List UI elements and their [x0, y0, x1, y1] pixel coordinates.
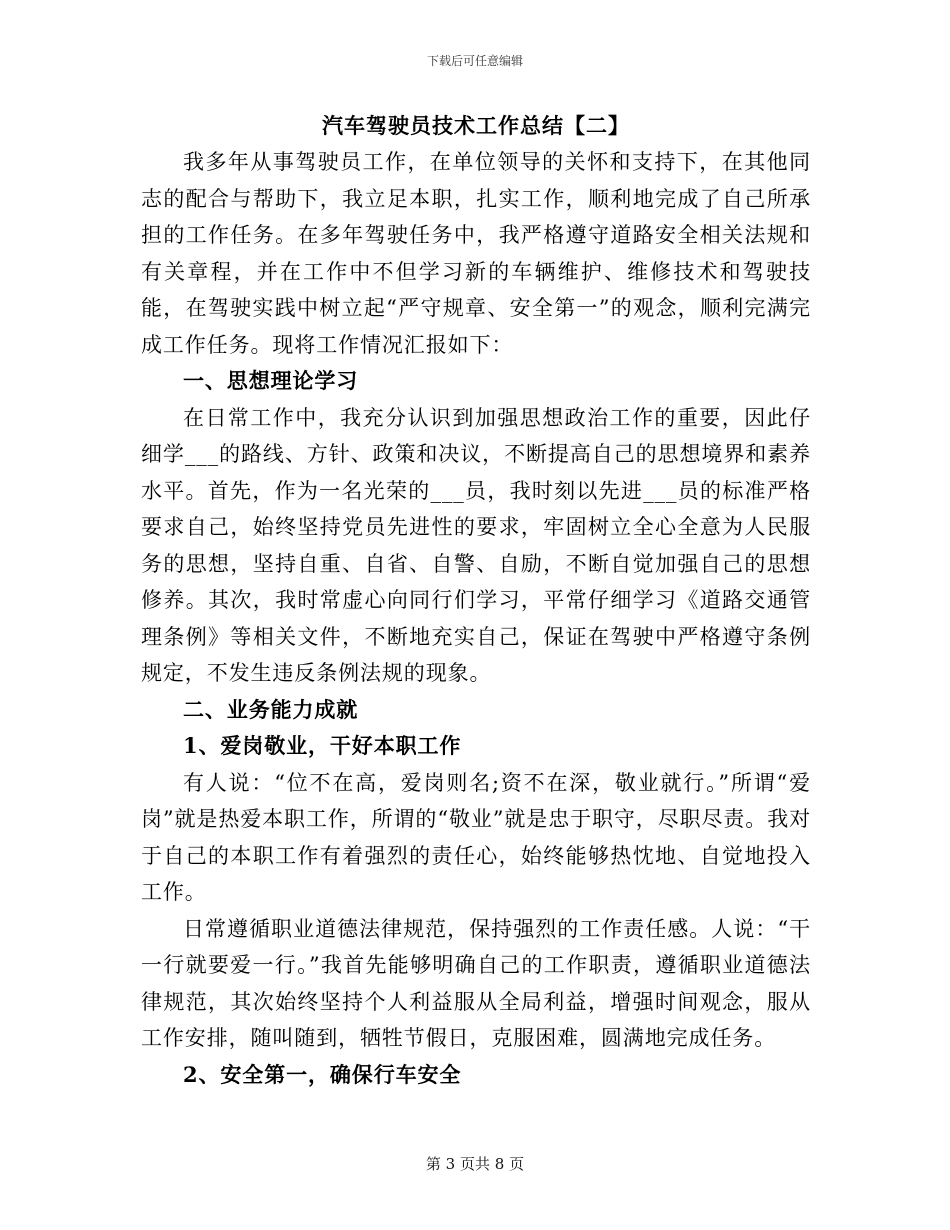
section-heading-business-ability: 二、业务能力成就 — [183, 696, 359, 722]
page-header-note: 下载后可任意编辑 — [426, 54, 523, 68]
intro-paragraph: 我多年从事驾驶员工作，在单位领导的关怀和支持下，在其他同志的配合与帮助下，我立足本职，扎实工作，顺利地完成了自己所承担的工作任务。在多年驾驶任务中，我严格遵守道路安全相关法规和有关章程，并在工作中不但学习新的车辆维护、维修技术和驾驶技能，在驾驶实践中树立起“严守规章、安全第一”的观念，顺利完满完成工作任务。现将工作情况汇报如下： — [141, 150, 811, 357]
document-title: 汽车驾驶员技术工作总结【二】 — [322, 113, 630, 138]
section-heading-theory-study: 一、思想理论学习 — [183, 368, 359, 393]
theory-study-paragraph: 在日常工作中，我充分认识到加强思想政治工作的重要，因此仔细学___的路线、方针、政策和决议，不断提高自己的思想境界和素养水平。首先，作为一名光荣的___员，我时刻以先进___员的标准严格要求自己，始终坚持党员先进性的要求，牢固树立全心全意为人民服务的思想，坚持自重、自省、自警、自励，不断自觉加强自己的思想修养。其次，我时常虚心向同行们学习，平常仔细学习《道路交通管理条例》等相关文件，不断地充实自己，保证在驾驶中严格遵守条例规定，不发生违反条例法规的现象。 — [141, 405, 811, 685]
subsection-heading-safety: 2、安全第一，确保行车安全 — [183, 1061, 462, 1087]
dedication-paragraph-1: 有人说：“位不在高，爱岗则名;资不在深，敬业就行。”所谓“爱岗”就是热爱本职工作，所谓的“敬业”就是忠于职守，尽职尽责。我对于自己的本职工作有着强烈的责任心，始终能够热忱地、自觉地投入工作。 — [141, 770, 812, 904]
subsection-heading-dedication: 1、爱岗敬业，干好本职工作 — [183, 733, 462, 758]
page-number: 第 3 页共 8 页 — [425, 1155, 525, 1173]
dedication-paragraph-2: 日常遵循职业道德法律规范，保持强烈的工作责任感。人说：“干一行就要爱一行。”我首先能够明确自己的工作职责，遵循职业道德法律规范，其次始终坚持个人利益服从全局利益，增强时间观念，服从工作安排，随叫随到，牺牲节假日，克服困难，圆满地完成任务。 — [141, 916, 811, 1050]
document-body — [141, 108, 811, 1093]
